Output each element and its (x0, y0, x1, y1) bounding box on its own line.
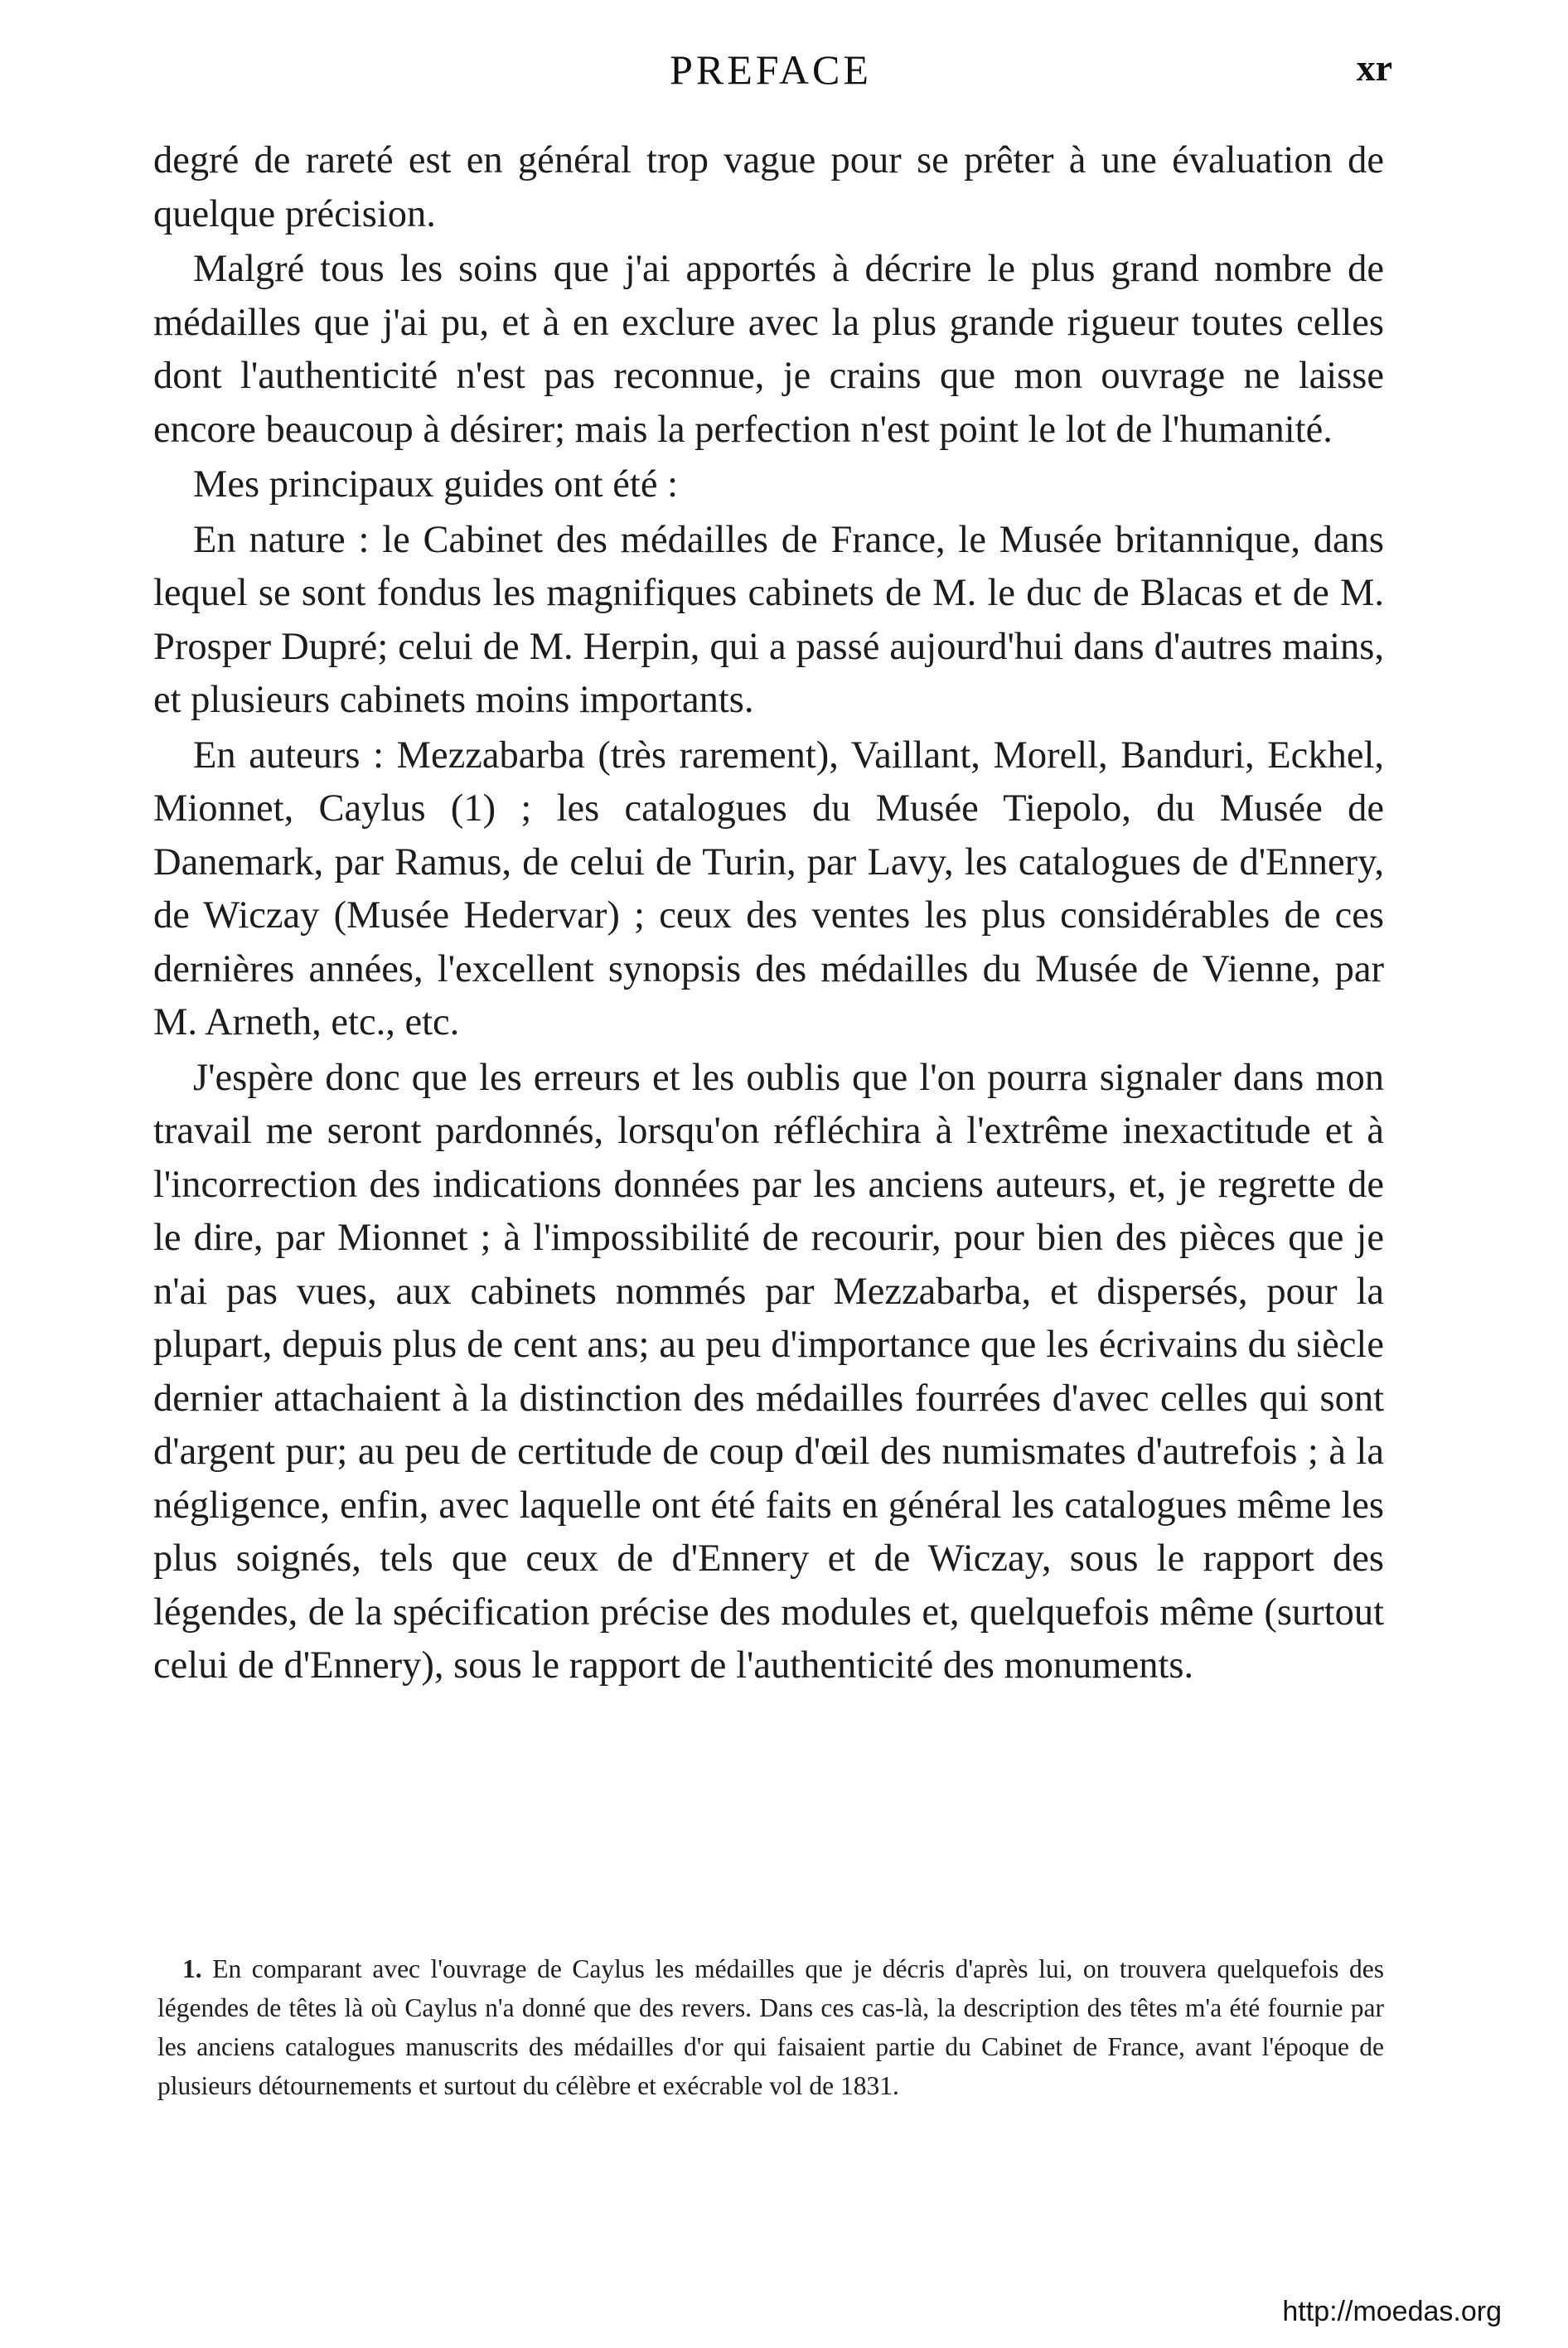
footnote-text: En comparant avec l'ouvrage de Caylus les médailles que je décris d'après lui, on trouvera quelquefois des légendes de têtes là où Caylus n'a donné que des revers. Dans ces cas-là, la description des têtes m'a été fournie par les anciens catalogues manuscrits des médailles d'or qui faisaient partie du Cabinet de France, avant l'époque de plusieurs détournements et surtout du célèbre et exécrable vol de 1831. (157, 1954, 1384, 2100)
source-watermark: http://moedas.org (1282, 2296, 1502, 2327)
body-text (153, 134, 1384, 1693)
paragraph-continuation: degré de rareté est en général trop vague pour se prêter à une évaluation de quelque précision. (153, 139, 1384, 235)
footnote (157, 1949, 1384, 2105)
running-title: PREFACE (670, 46, 872, 93)
page-number: xr (1356, 46, 1392, 89)
page-header (149, 46, 1392, 104)
paragraph: En nature : le Cabinet des médailles de France, le Musée britannique, dans lequel se sont fondus les magnifiques cabinets de M. le duc de Blacas et de M. Prosper Dupré; celui de M. Herpin, qui a passé aujourd'hui dans d'autres mains, et plusieurs cabinets moins importants. (153, 518, 1384, 721)
paragraph: J'espère donc que les erreurs et les oublis que l'on pourra signaler dans mon travail me seront pardonnés, lorsqu'on réfléchira à l'extrême inexactitude et à l'incorrection des indications données par les anciens auteurs, et, je regrette de le dire, par Mionnet ; à l'impossibilité de recourir, pour bien des pièces que je n'ai pas vues, aux cabinets nommés par Mezzabarba, et dispersés, pour la plupart, depuis plus de cent ans; au peu d'importance que les écrivains du siècle dernier attachaient à la distinction des médailles fourrées d'avec celles qui sont d'argent pur; au peu de certitude de coup d'œil des numismates d'autrefois ; à la négligence, enfin, avec laquelle ont été faits en général les catalogues même les plus soignés, tels que ceux de d'Ennery et de Wiczay, sous le rapport des légendes, de la spécification précise des modules et, quelquefois même (surtout celui de d'Ennery), sous le rapport de l'authenticité des monuments. (153, 1056, 1384, 1687)
footnote-number: 1. (182, 1954, 202, 1983)
paragraph: Malgré tous les soins que j'ai apportés à décrire le plus grand nombre de médailles que j'ai pu, et à en exclure avec la plus grande rigueur toutes celles dont l'authenticité n'est pas reconnue, je crains que mon ouvrage ne laisse encore beaucoup à désirer; mais la perfection n'est point le lot de l'humanité. (153, 248, 1384, 451)
paragraph: Mes principaux guides ont été : (193, 463, 678, 506)
paragraph: En auteurs : Mezzabarba (très rarement), Vaillant, Morell, Banduri, Eckhel, Mionnet, Caylus (1) ; les catalogues du Musée Tiepolo, du Musée de Danemark, par Ramus, de celui de Turin, par Lavy, les catalogues de d'Ennery, de Wiczay (Musée Hedervar) ; ceux des ventes les plus considérables de ces dernières années, l'excellent synopsis des médailles du Musée de Vienne, par M. Arneth, etc., etc. (153, 733, 1384, 1043)
